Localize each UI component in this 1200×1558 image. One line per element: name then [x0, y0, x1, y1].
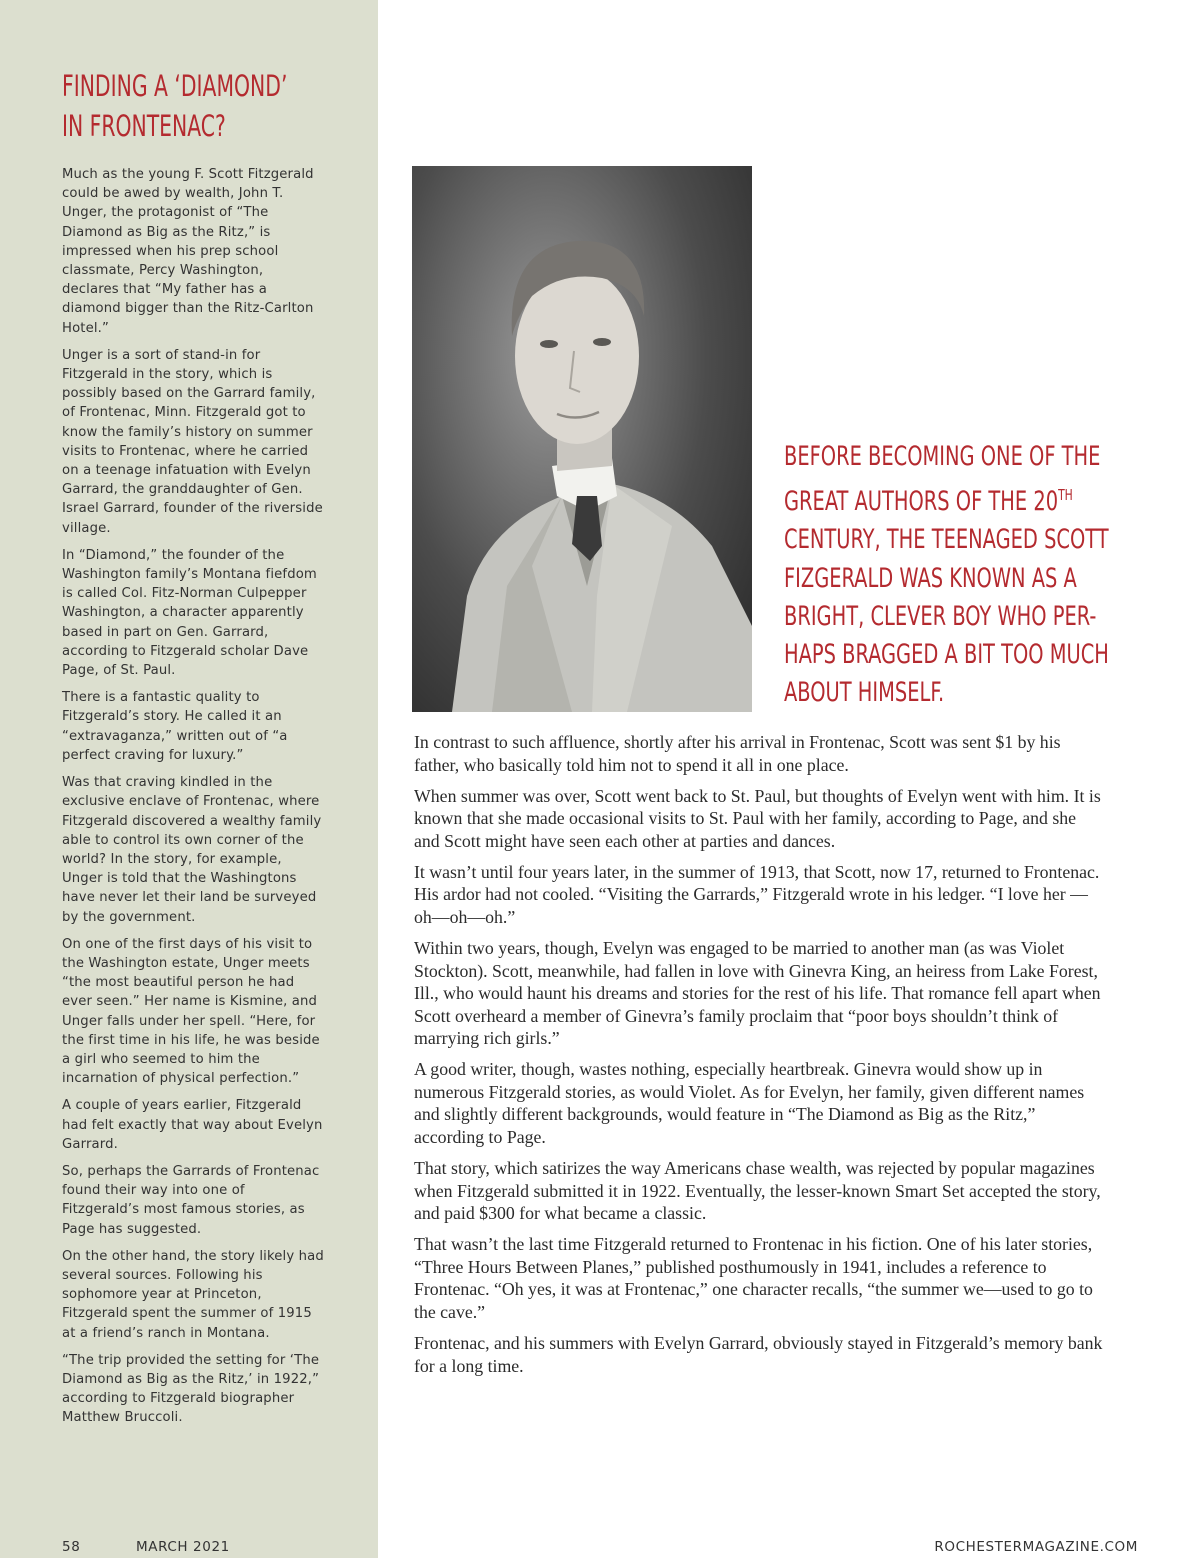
article-paragraph: Within two years, though, Evelyn was engaged to be married to another man (as was Violet Stockton). Scott, meanwhile, had fallen in love with Ginevra King, an heiress from Lake Forest, Ill., who would haunt his dreams and stories for the rest of his life. That romance fell apart when Scott overheard a member of Ginevra’s family proclaim that “poor boys shouldn’t think of marrying rich girls.” — [414, 937, 1101, 1049]
sidebar-paragraph: Was that craving kindled in the exclusive enclave of Frontenac, where Fitzgerald discovered a wealthy family able to control its own corner of the world? In the story, for example, Unger is told that the Washingtons have never let their land be surveyed by the government. — [62, 775, 322, 925]
article-paragraph: Frontenac, and his summers with Evelyn Garrard, obviously stayed in Fitzgerald’s memory bank for a long time. — [414, 1332, 1103, 1376]
article-paragraph: That story, which satirizes the way Americans chase wealth, was rejected by popular magazines when Fitzgerald submitted it in 1922. Eventually, the lesser-known Smart Set accepted the story, and paid $300 for what became a classic. — [414, 1158, 1101, 1224]
sidebar-paragraph: “The trip provided the setting for ‘The Diamond as Big as the Ritz,’ in 1922,” according to Fitzgerald biographer Matthew Bruccoli. — [62, 1352, 320, 1426]
portrait-photo — [412, 166, 752, 712]
portrait-illustration — [412, 166, 752, 712]
article-paragraph: In contrast to such affluence, shortly after his arrival in Frontenac, Scott was sent $1 by his father, who basically told him not to spend it all in one place. — [414, 732, 1061, 775]
pull-quote-text-end: CENTURY, THE TEENAGED SCOTT FIZGERALD WAS KNOWN AS A BRIGHT, CLEVER BOY WHO PER-HAPS BRAGGED A BIT TOO MUCH ABOUT HIMSELF. — [784, 524, 1109, 709]
pull-quote-text-start: BEFORE BECOMING ONE OF THE GREAT AUTHORS OF THE 20 — [784, 441, 1101, 518]
page-number: 58 — [62, 1539, 81, 1555]
sidebar-paragraph: So, perhaps the Garrards of Frontenac found their way into one of Fitzgerald’s most famous stories, as Page has suggested. — [62, 1163, 320, 1237]
article-paragraph: It wasn’t until four years later, in the summer of 1913, that Scott, now 17, returned to Frontenac. His ardor had not cooled. “Visiting the Garrards,” Fitzgerald wrote in his ledger. “I love her — oh—oh—oh.” — [414, 861, 1100, 927]
sidebar-paragraph: On the other hand, the story likely had several sources. Following his sophomore year at Princeton, Fitzgerald spent the summer of 1915 at a friend’s ranch in Montana. — [62, 1248, 324, 1341]
sidebar-paragraph: Much as the young F. Scott Fitzgerald could be awed by wealth, John T. Unger, the protagonist of “The Diamond as Big as the Ritz,” is impressed when his prep school classmate, Percy Washington, declares that “My father has a diamond bigger than the Ritz-Carlton Hotel.” — [62, 167, 314, 336]
pull-quote — [784, 438, 1120, 712]
sidebar-paragraph: There is a fantastic quality to Fitzgerald’s story. He called it an “extravaganza,” written out of “a perfect craving for luxury.” — [62, 690, 288, 763]
sidebar-title: FINDING A ‘DIAMOND’ IN FRONTENAC? — [62, 69, 288, 143]
article-paragraph: When summer was over, Scott went back to St. Paul, but thoughts of Evelyn went with him. It is known that she made occasional visits to St. Paul with her family, according to Page, and she and Scott might have seen each other at parties and dances. — [414, 785, 1101, 851]
sidebar-paragraph: A couple of years earlier, Fitzgerald had felt exactly that way about Evelyn Garrard. — [62, 1098, 323, 1152]
sidebar-paragraph: On one of the first days of his visit to the Washington estate, Unger meets “the most beautiful person he had ever seen.” Her name is Kismine, and Unger falls under her spell. “Here, for the first time in his life, he was beside a girl who seemed to him the incarnation of physical perfection.” — [62, 936, 320, 1087]
issue-date: MARCH 2021 — [136, 1539, 230, 1555]
sidebar-body — [62, 165, 324, 1436]
article-paragraph: That wasn’t the last time Fitzgerald returned to Frontenac in his fiction. One of his later stories, “Three Hours Between Planes,” published posthumously in 1941, includes a reference to Frontenac. “Oh yes, it was at Frontenac,” one character recalls, “the summer we—used to go to the cave.” — [414, 1234, 1093, 1322]
sidebar-panel — [0, 0, 378, 1558]
sidebar-paragraph: Unger is a sort of stand-in for Fitzgerald in the story, which is possibly based on the Garrard family, of Frontenac, Minn. Fitzgerald got to know the family’s history on summer visits to Frontenac, where he carried on a teenage infatuation with Evelyn Garrard, the granddaughter of Gen. Israel Garrard, founder of the riverside village. — [62, 347, 323, 536]
sidebar-paragraph: In “Diamond,” the founder of the Washington family’s Montana fiefdom is called Col. Fitz-Norman Culpepper Washington, a character apparently based in part on Gen. Garrard, according to Fitzgerald scholar Dave Page, of St. Paul. — [62, 547, 317, 679]
pull-quote-superscript: TH — [1058, 486, 1073, 505]
website-url[interactable]: ROCHESTERMAGAZINE.COM — [934, 1539, 1138, 1555]
main-article-body — [414, 731, 1104, 1386]
article-paragraph: A good writer, though, wastes nothing, especially heartbreak. Ginevra would show up in numerous Fitzgerald stories, as would Violet. As for Evelyn, her family, given different names and slightly different backgrounds, would feature in “The Diamond as Big as the Ritz,” according to Page. — [414, 1059, 1085, 1148]
